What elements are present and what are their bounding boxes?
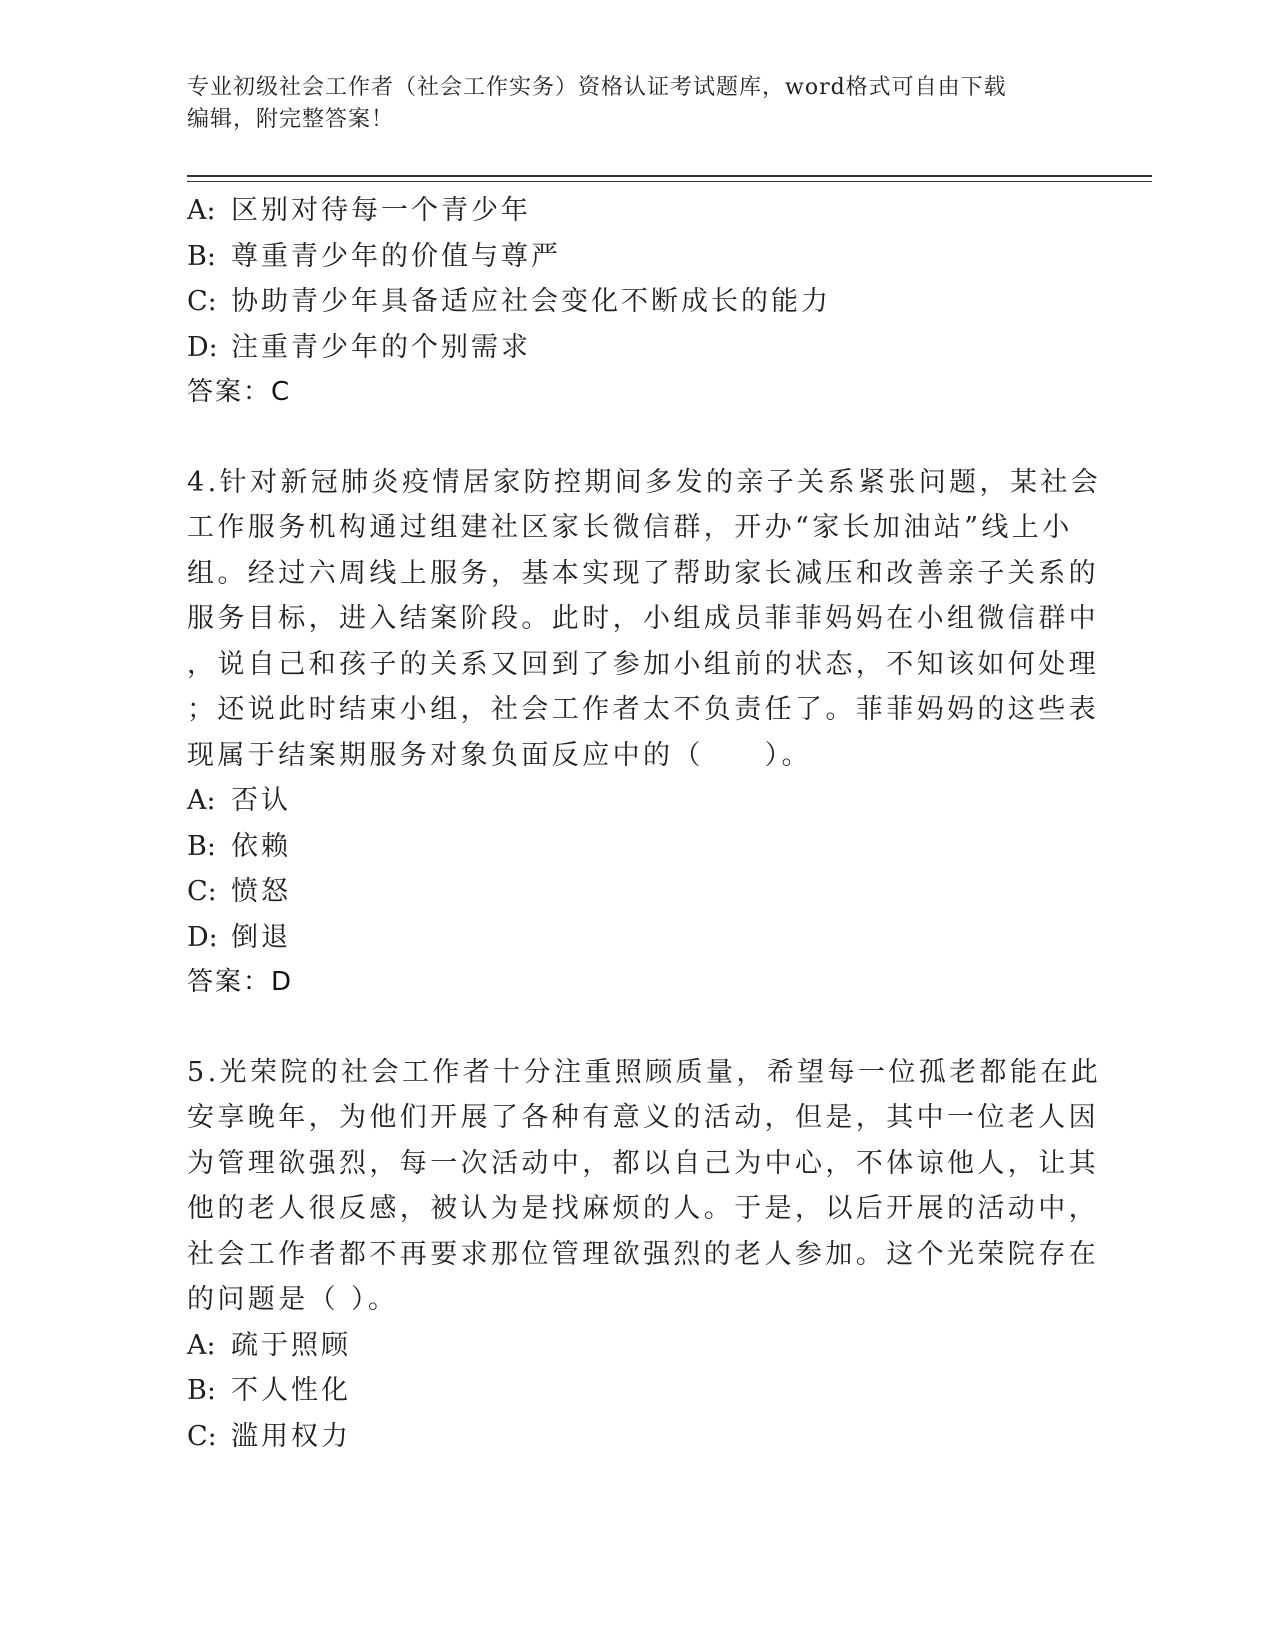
option-b: B: 依赖 (187, 830, 291, 862)
option-d: D: 注重青少年的个别需求 (187, 331, 531, 363)
question-4 (187, 460, 1102, 779)
question-5-options (187, 1323, 1067, 1460)
option-c: C: 愤怒 (187, 876, 291, 907)
option-d: D: 倒退 (187, 921, 291, 953)
question-text-line: 组。经过六周线上服务，基本实现了帮助家长减压和改善亲子关系的 (187, 557, 1099, 589)
question-text-line: 安享晚年，为他们开展了各种有意义的活动，但是，其中一位老人因 (187, 1102, 1099, 1133)
option-a: A: 疏于照顾 (187, 1329, 351, 1361)
question-text-line: 现属于结案期服务对象负面反应中的（ ）。 (187, 739, 812, 771)
answer-line: 答案：C (187, 377, 292, 407)
question-text-line: ；还说此时结束小组，社会工作者太不负责任了。菲菲妈妈的这些表 (187, 694, 1099, 725)
question-4-options (187, 778, 1067, 1006)
header-divider-thin (187, 181, 1152, 182)
question-text-line: 的问题是（ ）。 (187, 1284, 399, 1315)
option-a: A: 区别对待每一个青少年 (187, 195, 531, 226)
option-b: B: 不人性化 (187, 1375, 351, 1406)
option-b: B: 尊重青少年的价值与尊严 (187, 240, 561, 272)
question-text-line: 服务目标，进入结案阶段。此时，小组成员菲菲妈妈在小组微信群中 (187, 603, 1099, 634)
answer-line: 答案：D (187, 967, 294, 997)
option-c: C: 协助青少年具备适应社会变化不断成长的能力 (187, 286, 831, 317)
question-text-line: ，说自己和孩子的关系又回到了参加小组前的状态，不知该如何处理 (187, 648, 1099, 680)
header-divider-thick (187, 175, 1152, 177)
option-a: A: 否认 (187, 785, 291, 816)
question-5 (187, 1050, 1102, 1323)
question-text-line: 4.针对新冠肺炎疫情居家防控期间多发的亲子关系紧张问题，某社会 (187, 466, 1102, 498)
question-text-line: 他的老人很反感，被认为是找麻烦的人。于是，以后开展的活动中， (187, 1193, 1099, 1224)
question-text-line: 工作服务机构通过组建社区家长微信群，开办“家长加油站”线上小 (187, 512, 1073, 543)
document-body (187, 188, 1102, 1459)
question-text-line: 为管理欲强烈，每一次活动中，都以自己为中心，不体谅他人，让其 (187, 1147, 1099, 1179)
option-c: C: 滥用权力 (187, 1420, 351, 1452)
question-text-line: 社会工作者都不再要求那位管理欲强烈的老人参加。这个光荣院存在 (187, 1238, 1099, 1270)
question-text-line: 5.光荣院的社会工作者十分注重照顾质量，希望每一位孤老都能在此 (187, 1056, 1102, 1088)
header-line-2: 编辑，附完整答案！ (187, 107, 395, 132)
document-header (187, 72, 1087, 136)
header-line-1: 专业初级社会工作者（社会工作实务）资格认证考试题库，word格式可自由下载 (187, 75, 1007, 100)
question-3-options (187, 188, 1067, 416)
